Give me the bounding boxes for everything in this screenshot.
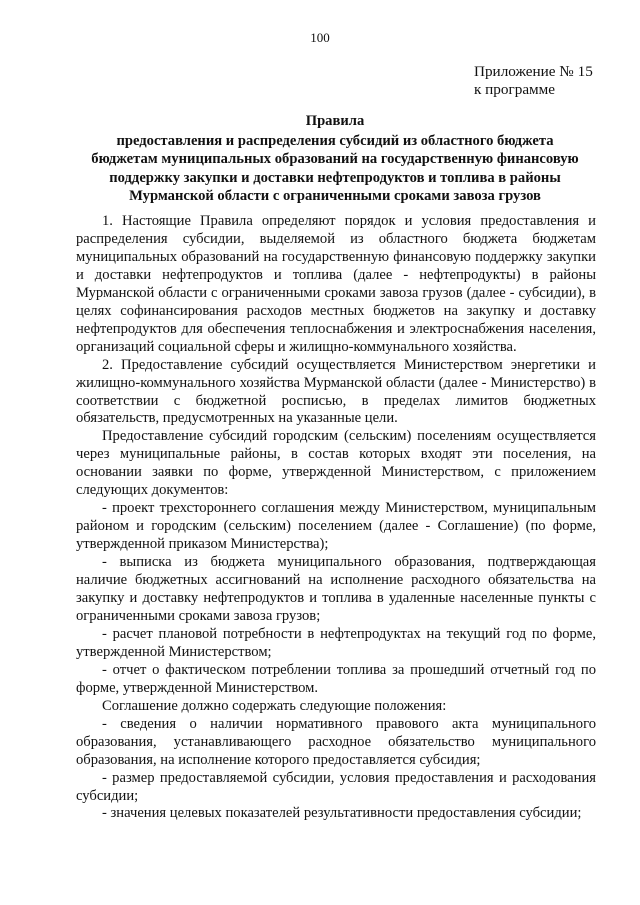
- appendix-line-1: Приложение № 15: [474, 63, 593, 80]
- list-item-consumption-report: - отчет о фактическом потреблении топлива за прошедший отчетный год по форме, утвержденной Министерством.: [76, 661, 596, 696]
- document-body: [76, 207, 596, 823]
- list-item-normative-act: - сведения о наличии нормативного правового акта муниципального образования, устанавливающего расходное обязательство муниципального образования, на исполнение которого предоставляется субсидия;: [76, 715, 596, 768]
- paragraph-agreement-contents: Соглашение должно содержать следующие положения:: [102, 697, 447, 714]
- title-line: предоставления и распределения субсидий из областного бюджета: [116, 132, 554, 149]
- list-item-demand-calculation: - расчет плановой потребности в нефтепродуктах на текущий год по форме, утвержденной Министерством;: [76, 625, 596, 660]
- title-line: поддержку закупки и доставки нефтепродуктов и топлива в районы: [109, 169, 561, 186]
- paragraph-subsidy-provision: Предоставление субсидий городским (сельским) поселениям осуществляется через муниципальные районы, в состав которых входят эти поселения, на основании заявки по форме, утвержденной Министерством, с приложением следующих документов:: [76, 428, 596, 499]
- paragraph-2: 2. Предоставление субсидий осуществляется Министерством энергетики и жилищно-коммунального хозяйства Мурманской области (далее - Министерство) в соответствии с бюджетной росписью, в пределах лимитов бюджетных обязательств, предусмотренных на указанные цели.: [76, 356, 596, 427]
- list-item-agreement-draft: - проект трехстороннего соглашения между Министерством, муниципальным районом и городским (сельским) поселением (далее - Соглашение) (по форме, утвержденной приказом Министерства);: [76, 500, 596, 553]
- list-item-subsidy-size: - размер предоставляемой субсидии, условия предоставления и расходования субсидии;: [76, 769, 596, 804]
- list-item-budget-extract: - выписка из бюджета муниципального образования, подтверждающая наличие бюджетных ассигнований на исполнение расходного обязательства на закупку и доставку нефтепродуктов и топлива в удаленные населенные пункты с ограниченными сроками завоза грузов;: [76, 554, 596, 624]
- document-title: [70, 112, 600, 206]
- appendix-line-2: к программе: [474, 81, 556, 98]
- appendix-note: [474, 63, 593, 99]
- title-line: Мурманской области с ограниченными сроками завоза грузов: [129, 188, 541, 205]
- paragraph-1: 1. Настоящие Правила определяют порядок и условия предоставления и распределения субсидии, выделяемой из областного бюджета бюджетам муниципальных образований на государственную финансовую поддержку закупки и доставки нефтепродуктов и топлива (далее - нефтепродукты) в районы Мурманской области с ограниченными сроками завоза грузов (далее - субсидии), в целях софинансирования расходов местных бюджетов на закупку и доставку нефтепродуктов для обеспечения теплоснабжения и электроснабжения населения, организаций социальной сферы и жилищно-коммунального хозяйства.: [76, 213, 596, 355]
- list-item-target-indicators: - значения целевых показателей результативности предоставления субсидии;: [102, 805, 582, 822]
- page-number: 100: [310, 30, 330, 45]
- title-heading: Правила: [305, 113, 365, 129]
- title-line: бюджетам муниципальных образований на государственную финансовую: [91, 151, 579, 168]
